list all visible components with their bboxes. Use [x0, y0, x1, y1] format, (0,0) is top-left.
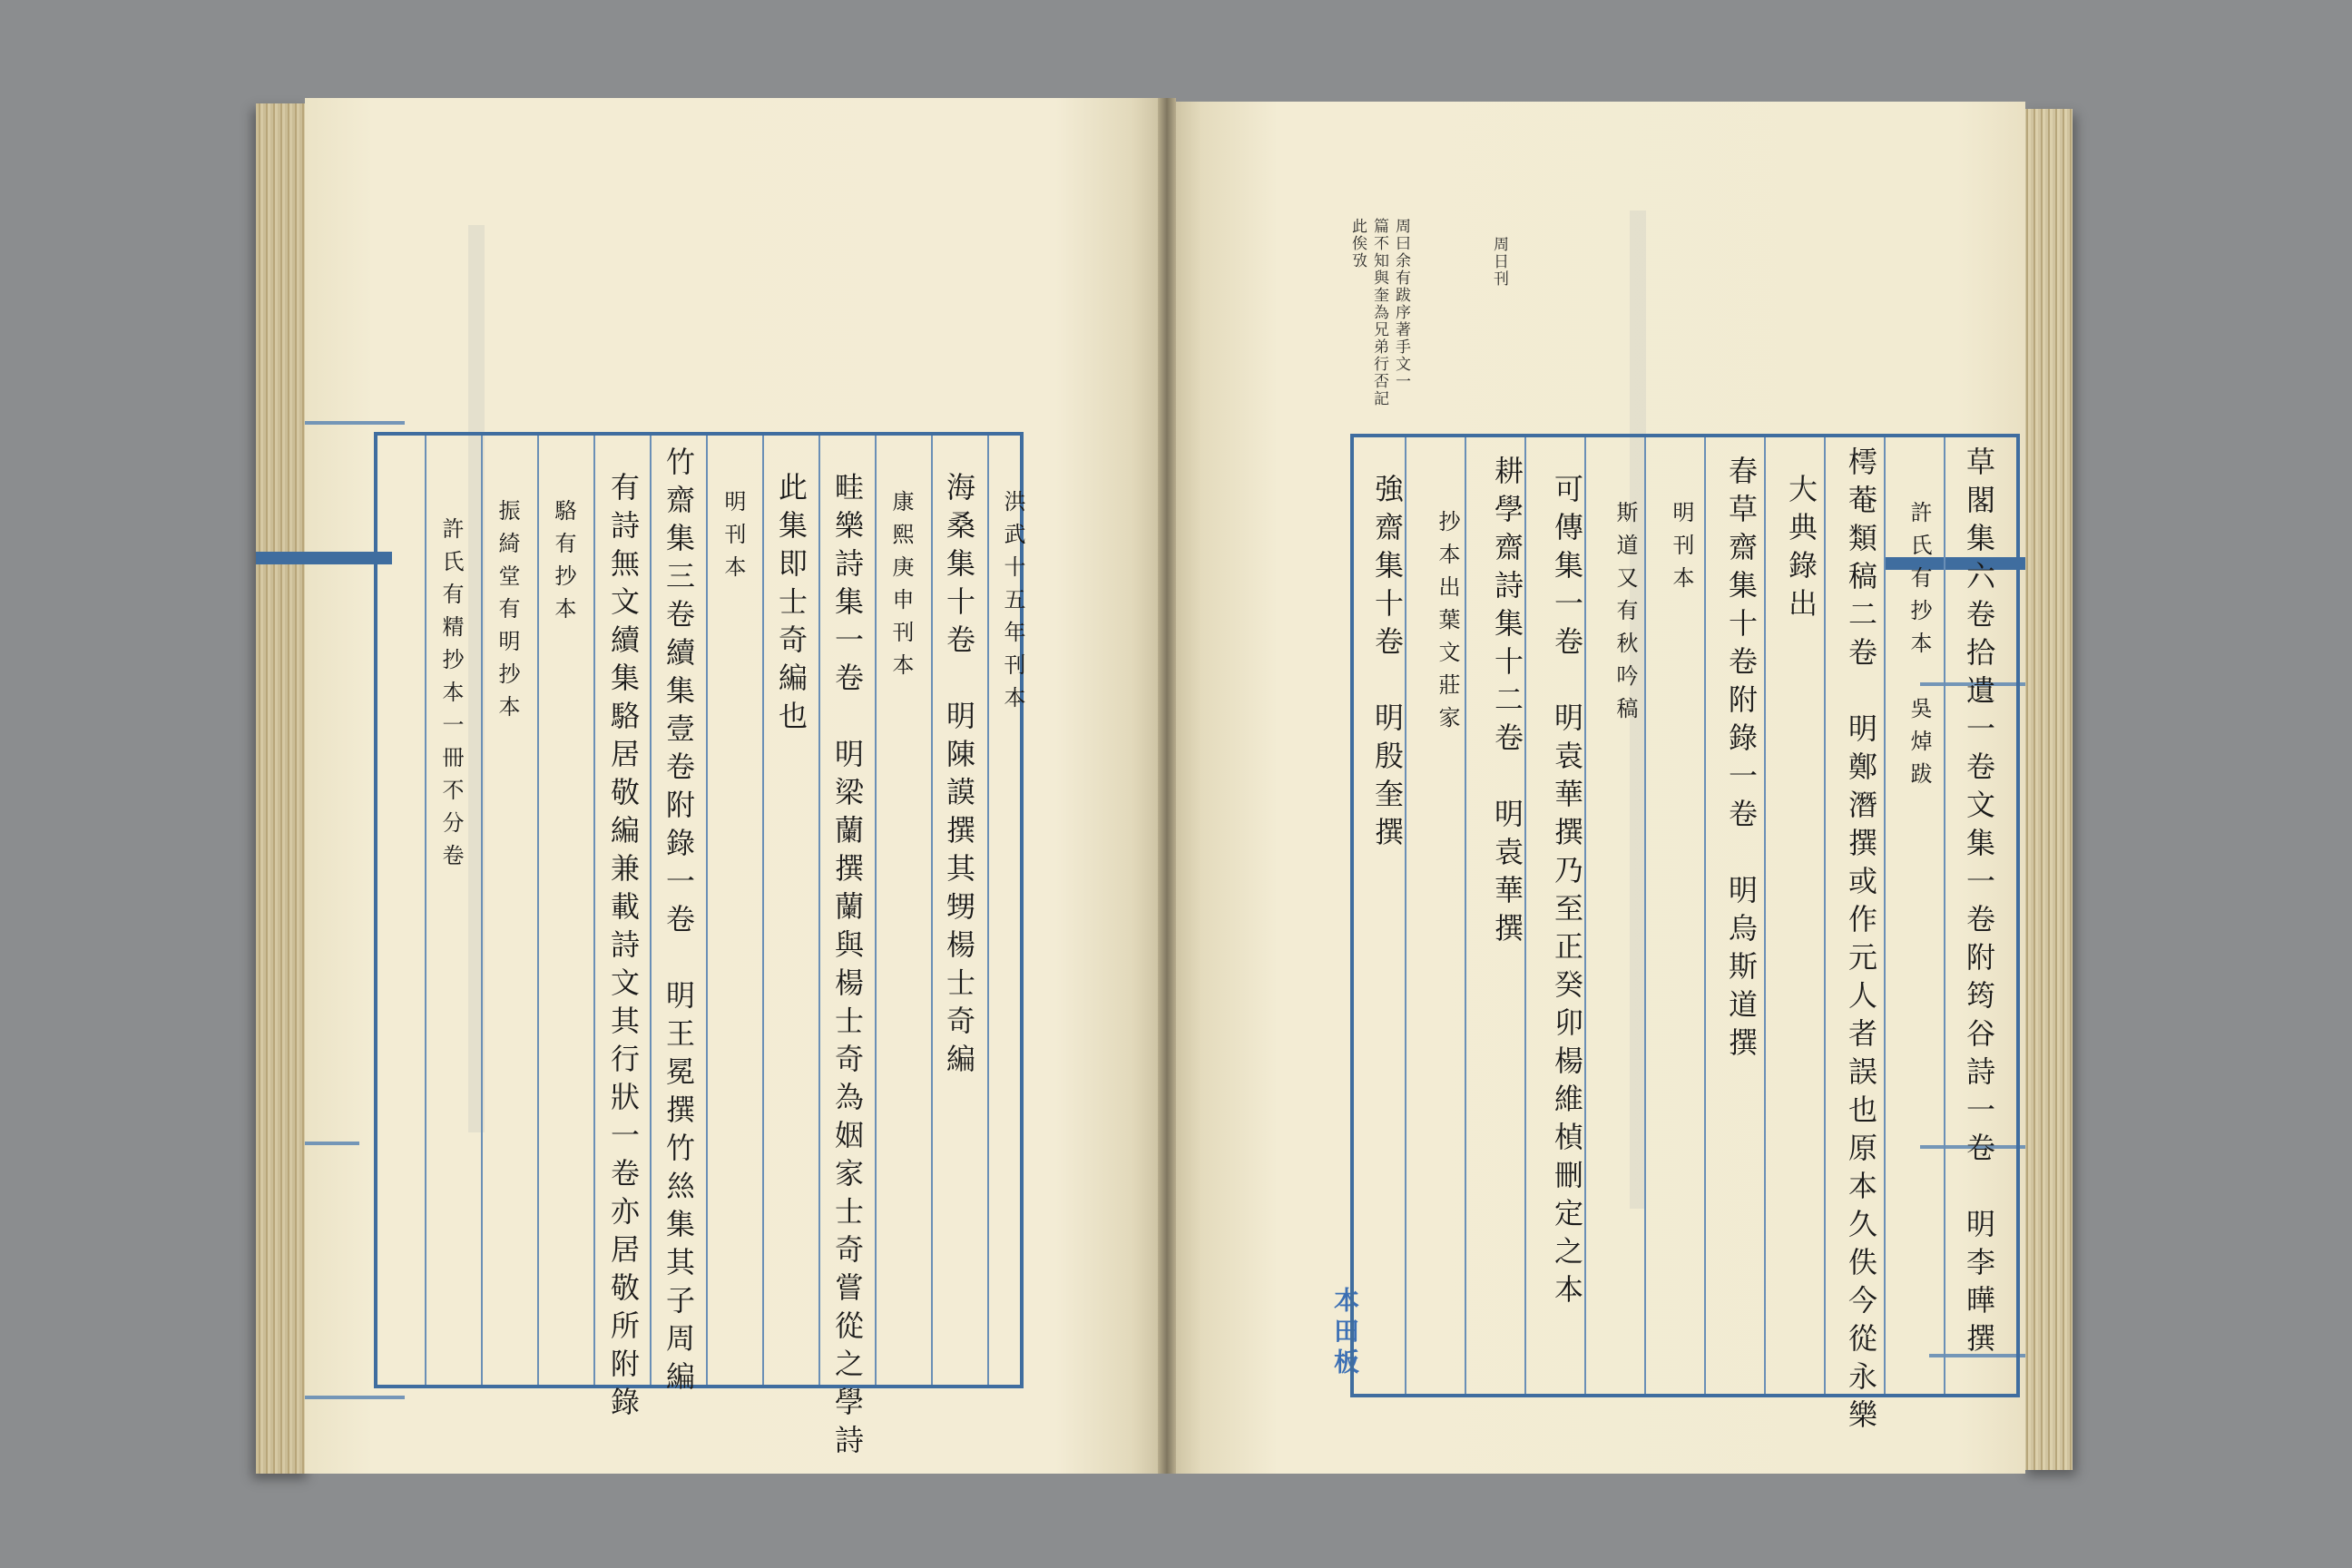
column-rule — [931, 436, 933, 1385]
text-column: 明刊本 — [720, 490, 746, 588]
text-column: 春草齋集十卷附錄一卷 明烏斯道撰 — [1724, 456, 1759, 1065]
binding-tab — [256, 552, 392, 564]
right-text-frame — [1350, 434, 2020, 1437]
text-column: 洪武十五年刊本 — [1000, 490, 1025, 719]
column-rule — [1704, 437, 1706, 1394]
text-column: 海桑集十卷 明陳謨撰其甥楊士奇編 — [942, 472, 976, 1082]
binding-string — [305, 1396, 405, 1399]
text-column: 許氏有抄本 吳焯跋 — [1906, 501, 1932, 795]
text-column: 振綺堂有明抄本 — [495, 499, 520, 728]
text-column: 此集即士奇編也 — [774, 472, 808, 739]
text-column: 可傳集一卷 明袁華撰乃至正癸卯楊維楨刪定之本 — [1550, 474, 1584, 1312]
column-rule — [1944, 437, 1945, 1394]
column-rule — [762, 436, 764, 1385]
book-edge-left — [256, 103, 310, 1474]
text-column: 明刊本 — [1669, 501, 1694, 599]
text-column: 斯道又有秋吟稿 — [1612, 501, 1638, 730]
margin-note-line: 周曰余有跋序著手文一 — [1392, 218, 1410, 390]
text-column: 強齋集十卷 明殷奎撰 — [1370, 474, 1405, 855]
publisher-stamp: 本田板 — [1330, 1287, 1360, 1379]
text-column: 草閣集六卷拾遺一卷文集一卷附筠谷詩一卷 明李曄撰 — [1962, 446, 1996, 1361]
book-gutter — [1158, 98, 1176, 1474]
column-rule — [593, 436, 595, 1385]
text-column: 樗菴類稿二卷 明鄭潛撰或作元人者誤也原本久佚今從永樂 — [1844, 446, 1878, 1437]
header-mark: 周日刊 — [1490, 236, 1508, 288]
column-rule — [1824, 437, 1826, 1394]
text-column: 駱有抄本 — [551, 499, 576, 630]
column-rule — [650, 436, 652, 1385]
column-rule — [875, 436, 877, 1385]
left-page — [305, 98, 1158, 1474]
book-edge-right — [2024, 109, 2073, 1470]
text-column: 耕學齋詩集十二卷 明袁華撰 — [1490, 456, 1524, 951]
column-rule — [818, 436, 820, 1385]
column-rule — [987, 436, 989, 1385]
column-rule — [481, 436, 483, 1385]
text-column: 有詩無文續集駱居敬編兼載詩文其行狀一卷亦居敬所附錄 — [606, 472, 641, 1425]
text-column: 畦樂詩集一卷 明梁蘭撰蘭與楊士奇為姻家士奇嘗從之學詩 — [830, 472, 865, 1463]
binding-string — [305, 421, 405, 425]
margin-note-line: 篇不知與奎為兄弟行否記 — [1370, 218, 1388, 407]
text-column: 竹齋集三卷續集壹卷附錄一卷 明王冕撰竹𢇁集其子周編 — [662, 446, 696, 1399]
text-column: 康熙庚申刊本 — [888, 490, 914, 686]
column-rule — [537, 436, 539, 1385]
text-column: 大典錄出 — [1784, 474, 1818, 626]
column-rule — [425, 436, 426, 1385]
binding-string — [305, 1142, 359, 1145]
open-book — [256, 98, 2073, 1477]
column-rule — [1764, 437, 1766, 1394]
column-rule — [1884, 437, 1886, 1394]
text-column: 抄本出葉文莊家 — [1435, 510, 1460, 739]
margin-note-line: 此俟攷 — [1348, 218, 1367, 270]
column-rule — [1644, 437, 1646, 1394]
column-rule — [706, 436, 708, 1385]
column-rule — [1465, 437, 1466, 1394]
left-text-frame — [374, 432, 1025, 1463]
text-column: 許氏有精抄本一冊不分卷 — [438, 517, 464, 877]
